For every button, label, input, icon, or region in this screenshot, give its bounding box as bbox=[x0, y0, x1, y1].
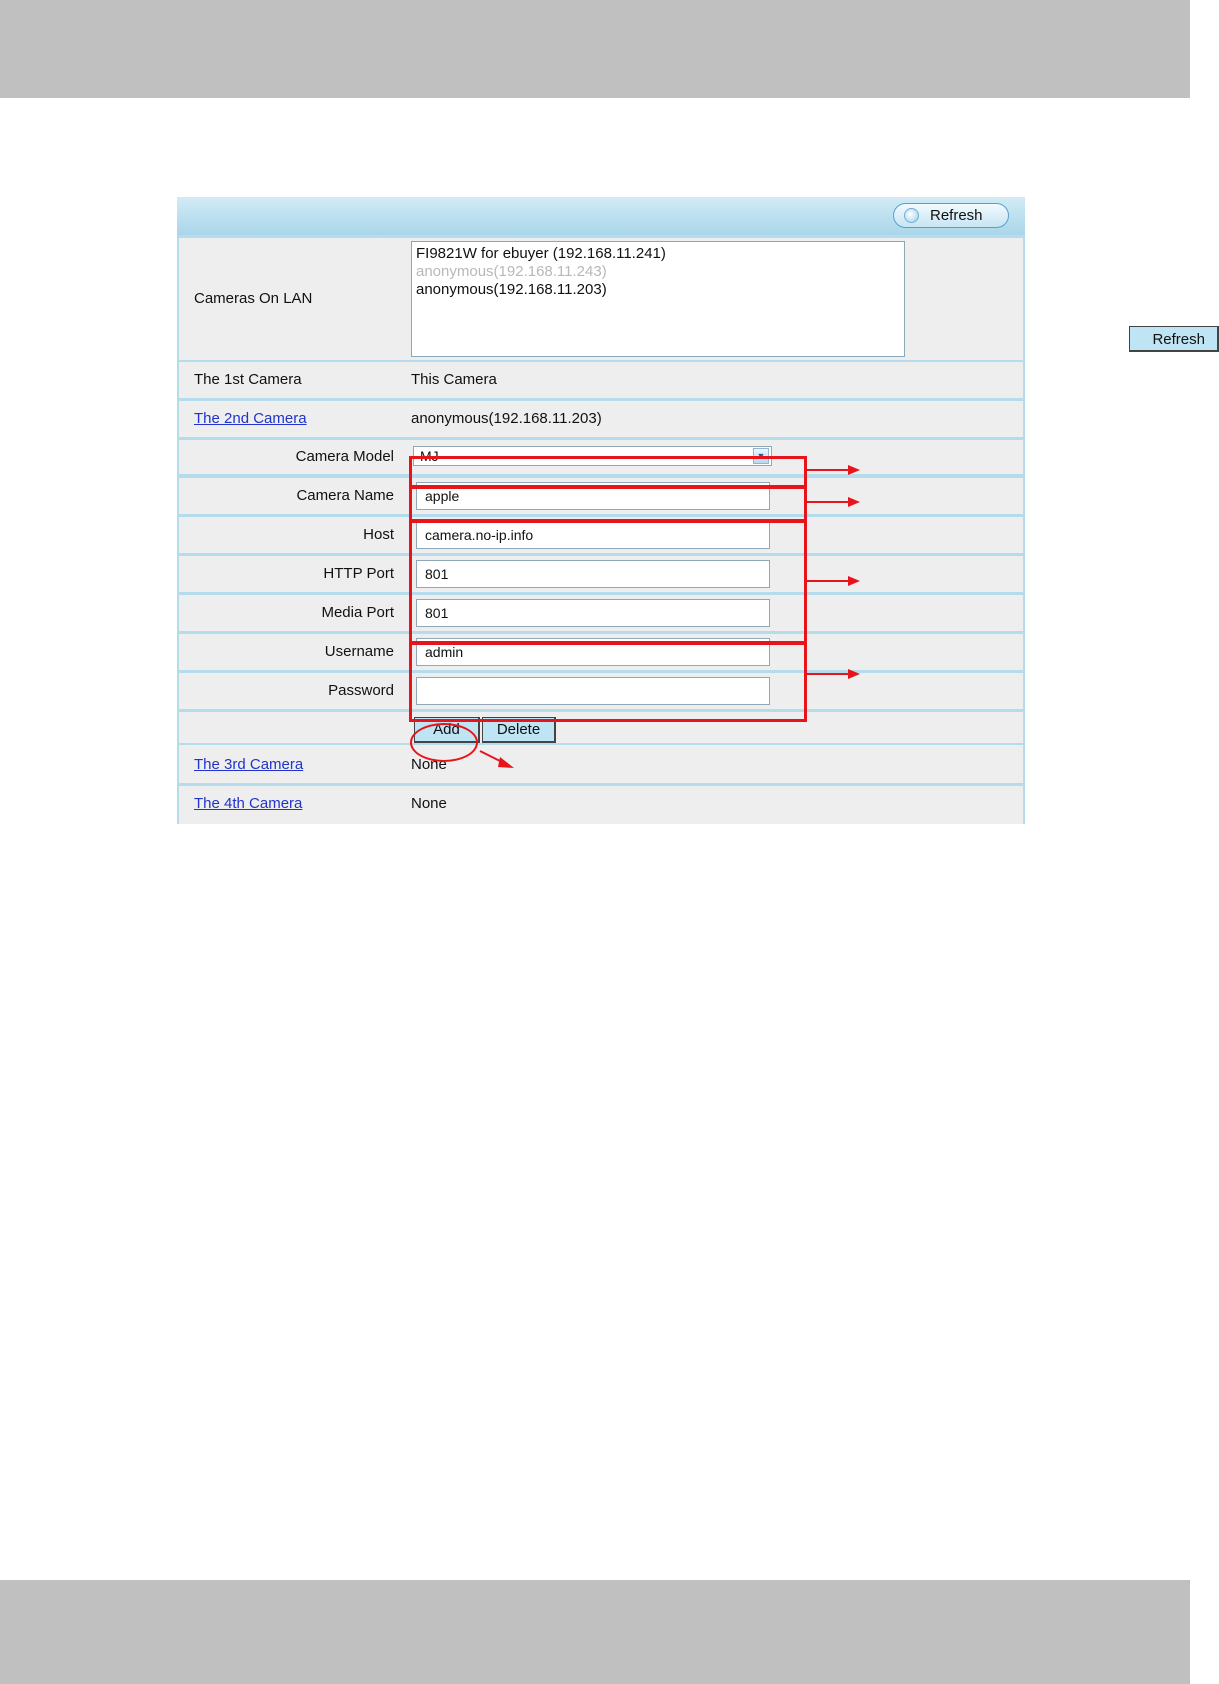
row-first-camera bbox=[179, 362, 1023, 398]
row-second-camera bbox=[179, 401, 1023, 437]
add-button[interactable]: Add bbox=[414, 717, 480, 743]
fourth-camera-value: None bbox=[411, 795, 447, 812]
arrow-camera-name bbox=[806, 494, 861, 510]
highlight-ellipse-add bbox=[410, 723, 478, 762]
arrow-camera-model bbox=[806, 462, 861, 478]
first-camera-value: This Camera bbox=[411, 371, 497, 388]
panel-header bbox=[177, 197, 1025, 235]
refresh-icon bbox=[904, 208, 919, 223]
highlight-box-credentials bbox=[409, 642, 807, 722]
username-label: Username bbox=[324, 643, 394, 660]
lan-camera-list[interactable] bbox=[411, 241, 905, 357]
row-cameras-on-lan bbox=[179, 238, 1205, 360]
arrow-credentials bbox=[806, 666, 861, 682]
arrow-add bbox=[478, 748, 518, 772]
username-input[interactable]: admin bbox=[416, 638, 770, 666]
camera-model-value: MJ bbox=[420, 448, 439, 464]
media-port-input[interactable]: 801 bbox=[416, 599, 770, 627]
row-fourth-camera bbox=[179, 786, 1023, 824]
first-camera-label: The 1st Camera bbox=[194, 371, 302, 388]
lan-camera-item[interactable]: anonymous(192.168.11.203) bbox=[416, 281, 607, 298]
host-input[interactable]: camera.no-ip.info bbox=[416, 521, 770, 549]
http-port-label: HTTP Port bbox=[323, 565, 394, 582]
lan-refresh-button[interactable]: Refresh bbox=[1129, 326, 1219, 352]
highlight-box-camera-name bbox=[409, 486, 807, 522]
lan-camera-item[interactable]: FI9821W for ebuyer (192.168.11.241) bbox=[416, 245, 666, 262]
lan-camera-item[interactable]: anonymous(192.168.11.243) bbox=[416, 263, 607, 280]
second-camera-link[interactable]: The 2nd Camera bbox=[194, 410, 307, 427]
third-camera-link[interactable]: The 3rd Camera bbox=[194, 756, 304, 773]
header-refresh-label: Refresh bbox=[930, 207, 983, 224]
camera-model-label: Camera Model bbox=[295, 448, 394, 465]
highlight-box-host-ports bbox=[409, 520, 807, 644]
camera-name-input[interactable]: apple bbox=[416, 482, 770, 510]
header-refresh-button[interactable] bbox=[893, 203, 1009, 228]
third-camera-value: None bbox=[411, 756, 447, 773]
arrow-host-ports bbox=[806, 573, 861, 589]
top-gray-band bbox=[0, 0, 1190, 98]
highlight-box-camera-model bbox=[409, 456, 807, 488]
fourth-camera-link[interactable]: The 4th Camera bbox=[194, 795, 303, 812]
chevron-down-icon[interactable]: ▼ bbox=[753, 448, 769, 464]
password-label: Password bbox=[328, 682, 394, 699]
second-camera-value: anonymous(192.168.11.203) bbox=[411, 410, 602, 427]
host-label: Host bbox=[363, 526, 394, 543]
row-third-camera bbox=[179, 745, 1023, 783]
http-port-input[interactable]: 801 bbox=[416, 560, 770, 588]
camera-name-label: Camera Name bbox=[296, 487, 394, 504]
cameras-on-lan-label: Cameras On LAN bbox=[194, 290, 313, 307]
bottom-gray-band bbox=[0, 1580, 1190, 1684]
delete-button[interactable]: Delete bbox=[482, 717, 556, 743]
media-port-label: Media Port bbox=[321, 604, 394, 621]
